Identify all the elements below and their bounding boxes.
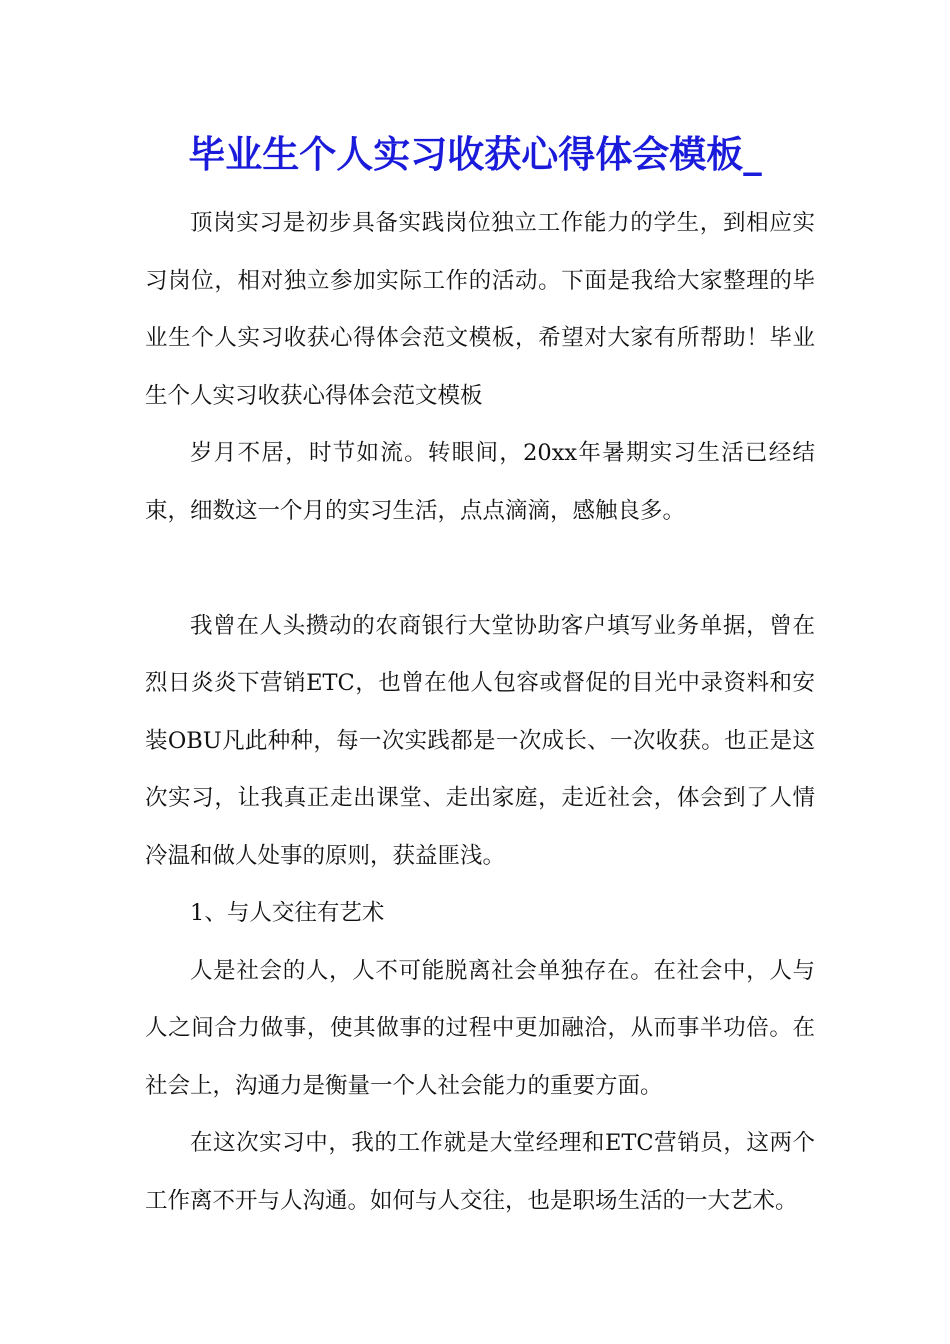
document-body: [145, 195, 815, 1230]
blank-line: [145, 540, 815, 598]
paragraph-intro: 顶岗实习是初步具备实践岗位独立工作能力的学生，到相应实习岗位，相对独立参加实际工作的活动。下面是我给大家整理的毕业生个人实习收获心得体会范文模板，希望对大家有所帮助！毕业生个人实习收获心得体会范文模板: [145, 210, 815, 409]
paragraph-experience: 我曾在人头攒动的农商银行大堂协助客户填写业务单据，曾在烈日炎炎下营销ETC，也曾在他人包容或督促的目光中录资料和安装OBU凡此种种，每一次实践都是一次成长、一次收获。也正是这次实习，让我真正走出课堂、走出家庭，走近社会，体会到了人情冷温和做人处事的原则，获益匪浅。: [145, 612, 815, 869]
paragraph-summer: 岁月不居，时节如流。转眼间，20xx年暑期实习生活已经结束，细数这一个月的实习生活，点点滴滴，感触良多。: [145, 440, 815, 524]
document-title: 毕业生个人实习收获心得体会模板_: [188, 132, 762, 176]
paragraph-social: 人是社会的人，人不可能脱离社会单独存在。在社会中，人与人之间合力做事，使其做事的过程中更加融洽，从而事半功倍。在社会上，沟通力是衡量一个人社会能力的重要方面。: [145, 957, 815, 1099]
section-heading-1: 1、与人交往有艺术: [190, 900, 385, 926]
paragraph-work: 在这次实习中，我的工作就是大堂经理和ETC营销员，这两个工作离不开与人沟通。如何与人交往，也是职场生活的一大艺术。: [145, 1130, 815, 1214]
